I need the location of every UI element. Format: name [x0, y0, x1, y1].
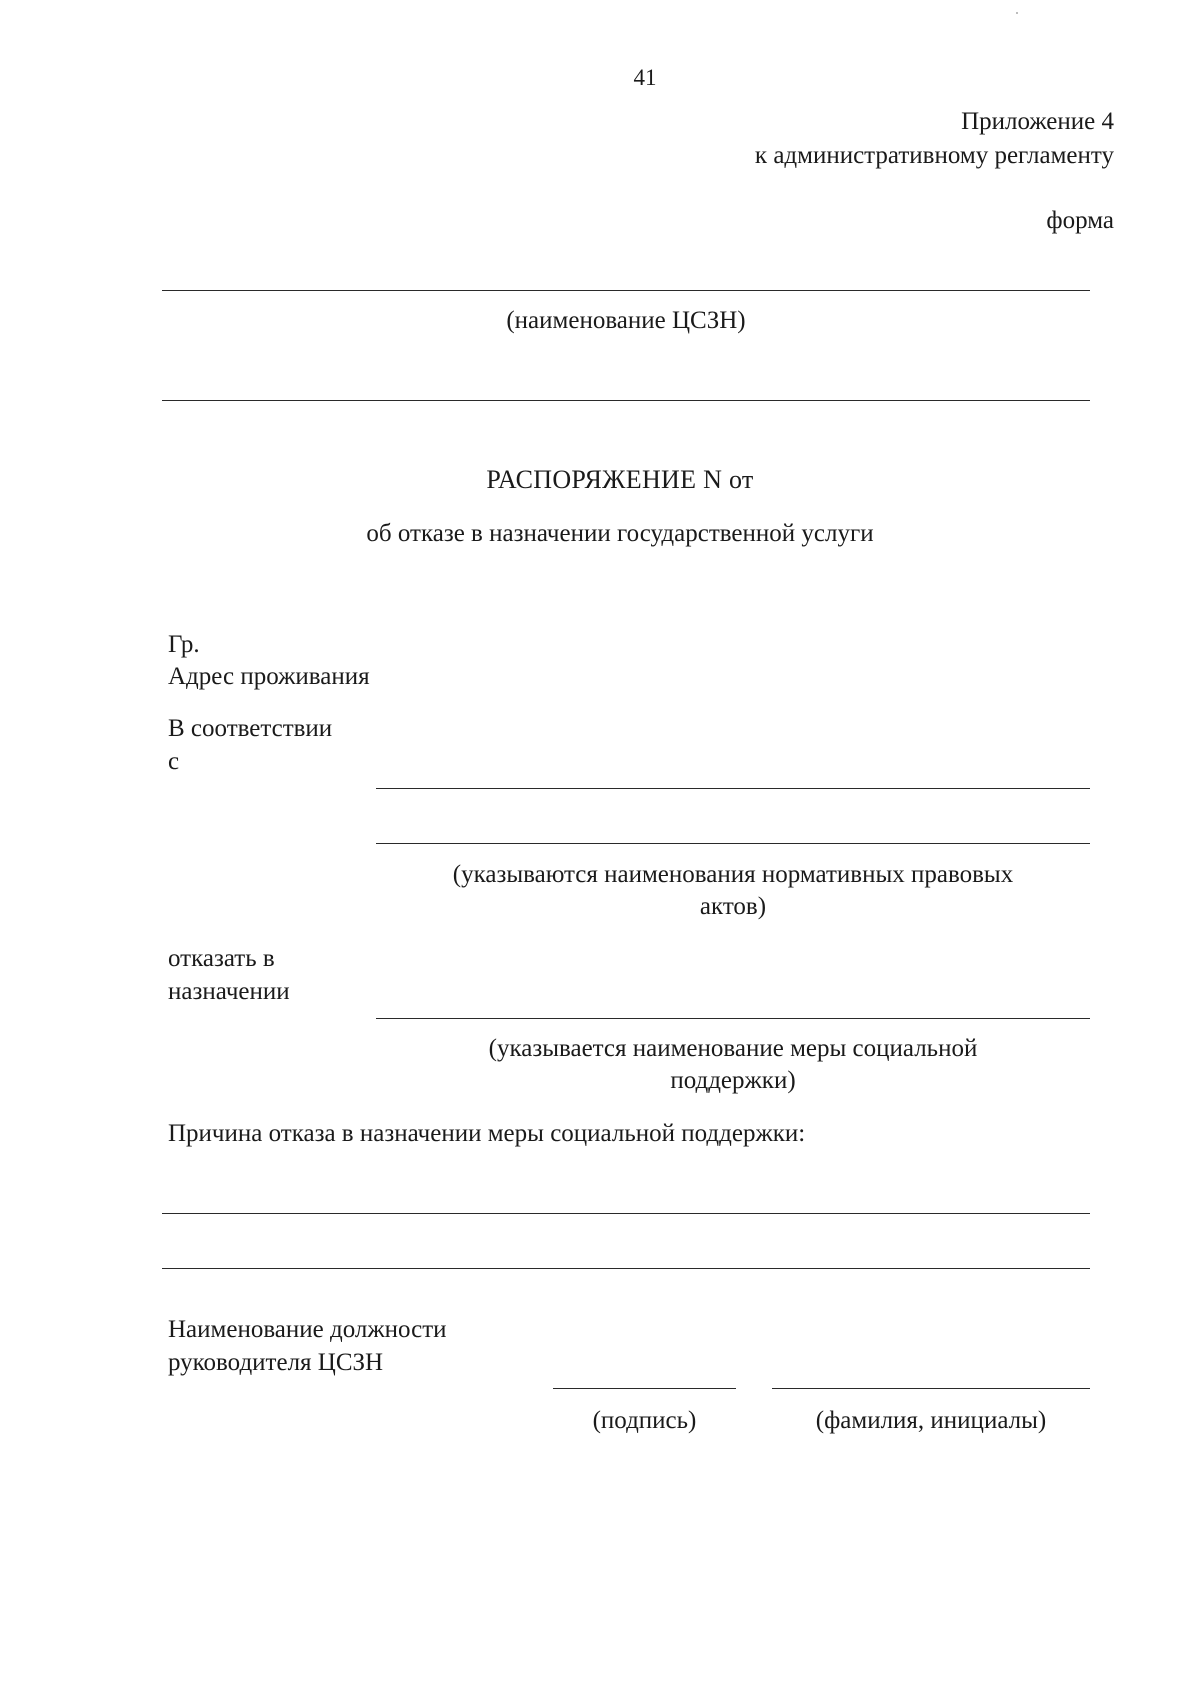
organization-extra-line[interactable]: [162, 400, 1090, 401]
refusal-reason-label: Причина отказа в назначении меры социальной поддержки:: [168, 1120, 806, 1147]
refuse-label-line-2: назначении: [168, 978, 290, 1005]
form-label: форма: [1046, 207, 1114, 234]
name-initials-caption: (фамилия, инициалы): [815, 1407, 1047, 1434]
legal-acts-caption: [376, 859, 1090, 923]
legal-acts-caption-line-2: актов): [699, 893, 767, 920]
appendix-line-1: Приложение 4: [961, 108, 1114, 135]
accordance-label-line-2: с: [168, 748, 180, 775]
order-subtitle: об отказе в назначении государственной услуги: [366, 520, 874, 547]
support-measure-line[interactable]: [376, 1018, 1090, 1019]
address-label: Адрес проживания: [168, 663, 370, 690]
refusal-reason-line-1[interactable]: [162, 1213, 1090, 1214]
signature-line[interactable]: [553, 1388, 736, 1389]
legal-acts-line-2[interactable]: [376, 843, 1090, 844]
organization-name-line[interactable]: [162, 290, 1090, 291]
position-label-line-1: Наименование должности: [168, 1316, 447, 1343]
organization-caption: (наименование ЦСЗН): [506, 307, 746, 334]
scan-speck: [1016, 12, 1018, 14]
support-measure-caption-line-2: поддержки): [670, 1067, 796, 1094]
signature-caption: (подпись): [592, 1407, 697, 1434]
position-label-line-2: руководителя ЦСЗН: [168, 1349, 384, 1376]
legal-acts-caption-line-1: (указываются наименования нормативных правовых: [452, 861, 1014, 888]
appendix-header: [755, 105, 1114, 173]
order-title: РАСПОРЯЖЕНИЕ N от: [486, 465, 754, 494]
refusal-reason-line-2[interactable]: [162, 1268, 1090, 1269]
citizen-label: Гр.: [168, 631, 200, 658]
page-number: 41: [633, 65, 657, 90]
refuse-label-line-1: отказать в: [168, 945, 275, 972]
support-measure-caption: [376, 1033, 1090, 1097]
appendix-line-2: к административному регламенту: [754, 142, 1114, 169]
name-initials-line[interactable]: [772, 1388, 1090, 1389]
support-measure-caption-line-1: (указывается наименование меры социальной: [488, 1035, 978, 1062]
legal-acts-line-1[interactable]: [376, 788, 1090, 789]
accordance-label-line-1: В соответствии: [168, 715, 333, 742]
